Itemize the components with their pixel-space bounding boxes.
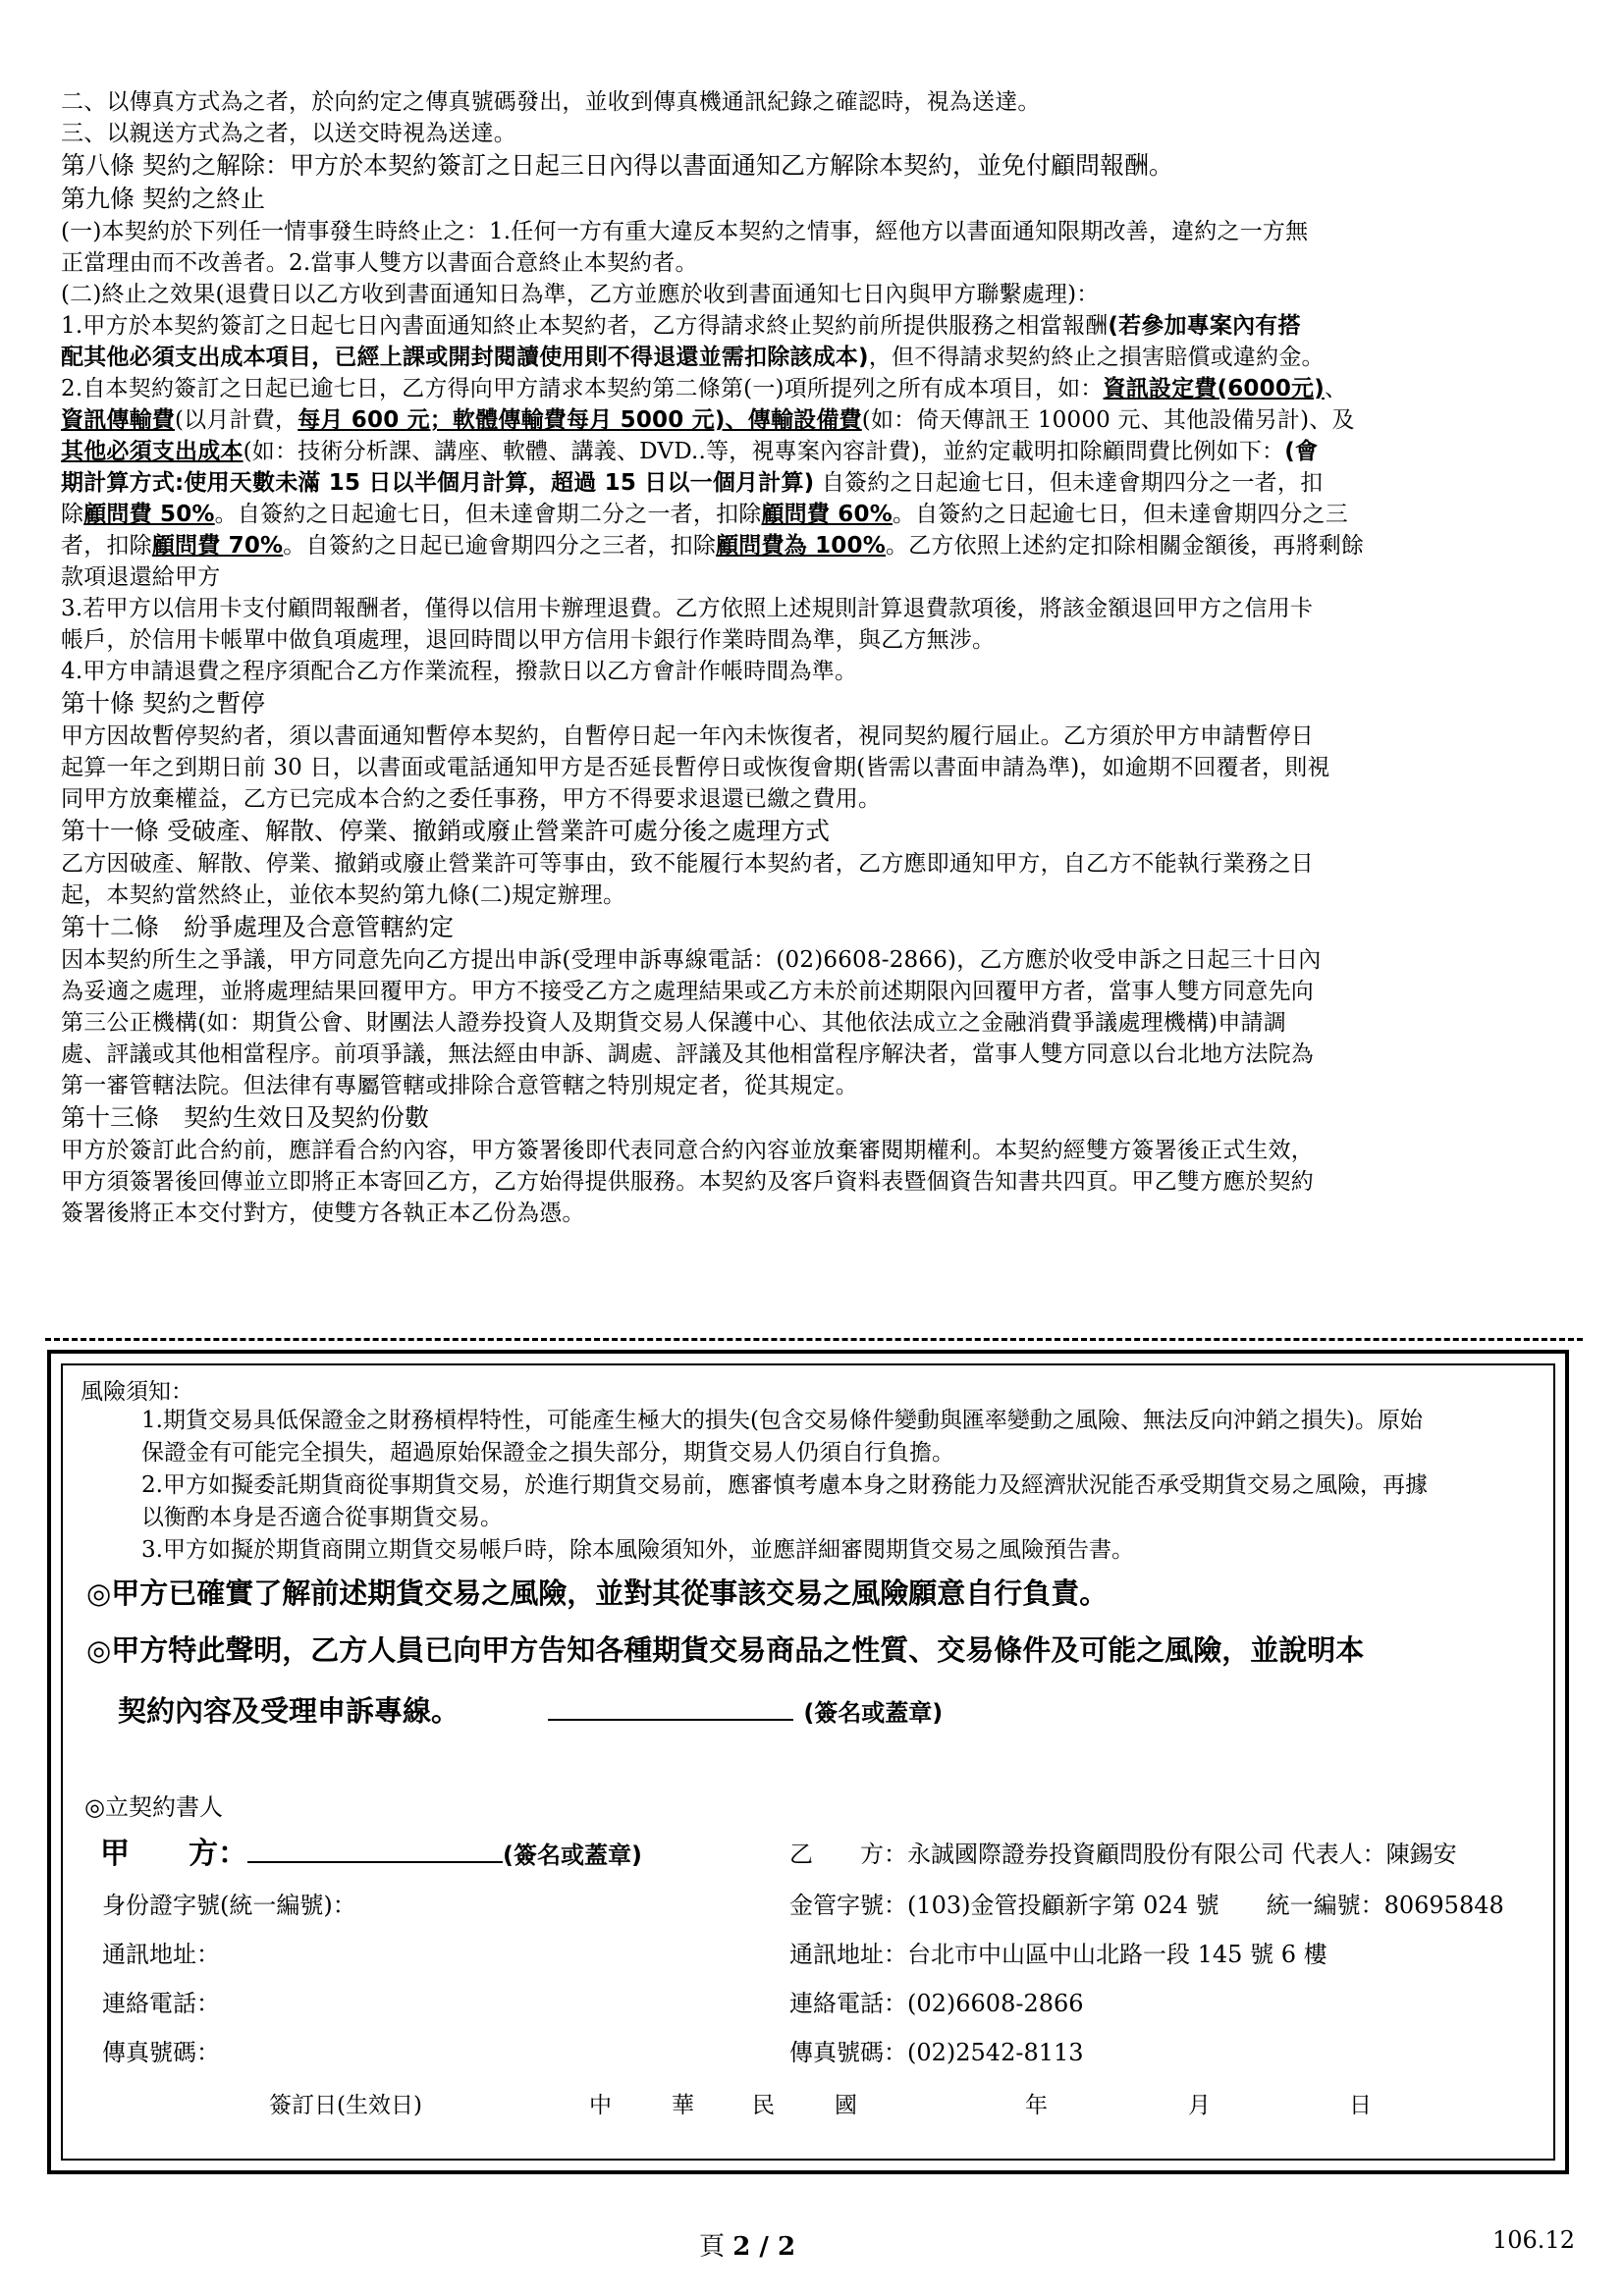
body-line: 二、以傳真方式為之者，於向約定之傳真號碼發出，並收到傳真機通訊紀錄之確認時，視為送達。 xyxy=(61,89,1041,115)
bold-span: 顧問費 70% xyxy=(151,533,284,559)
body-line: 處、評議或其他相當程序。前項爭議，無法經由申訴、調處、評議及其他相當程序解決者，當事人雙方同意以台北地方法院為 xyxy=(61,1041,1314,1067)
risk-title: 風險須知： xyxy=(81,1379,193,1405)
party-a-address: 通訊地址： xyxy=(102,1941,220,1968)
text-span: (以月計費， xyxy=(175,407,298,433)
bold-span: 顧問費 60% xyxy=(761,502,893,527)
body-line xyxy=(61,499,1563,530)
risk-item: 保證金有可能完全損失，超過原始保證金之損失部分，期貨交易人仍須自行負擔。 xyxy=(141,1440,954,1466)
body-line xyxy=(61,467,1563,499)
party-b-phone: 連絡電話：(02)6608-2866 xyxy=(789,1990,1084,2017)
party-a-sign-note: (簽名或蓋章) xyxy=(503,1842,642,1869)
body-line: (二)終止之效果(退費日以乙方收到書面通知日為準，乙方並應於收到書面通知七日內與甲方聯繫處理)： xyxy=(61,282,1100,307)
bold-span: 期計算方式:使用天數未滿 15 日以半個月計算，超過 15 日以一個月計算) xyxy=(61,470,815,496)
article-9-title: 第九條 契約之終止 xyxy=(61,185,265,213)
date-char: 國 xyxy=(835,2093,857,2118)
text-span: (如：技術分析課、講座、軟體、講義、DVD..等，視專案內容計費)，並約定載明扣除顧問費比例如下： xyxy=(243,439,1285,464)
date-char: 華 xyxy=(672,2093,694,2118)
bold-span: 資訊設定費(6000元) xyxy=(1103,376,1325,401)
article-12-title: 第十二條 紛爭處理及合意管轄約定 xyxy=(61,913,455,941)
body-line: 款項退還給甲方 xyxy=(61,564,221,590)
article-11-title: 第十一條 受破產、解散、停業、撤銷或廢止營業許可處分後之處理方式 xyxy=(61,817,830,845)
bold-span: (會 xyxy=(1284,439,1319,464)
date-year: 年 xyxy=(1025,2093,1048,2118)
body-line: 乙方因破產、解散、停業、撤銷或廢止營業許可等事由，致不能履行本契約者，乙方應即通知甲方，自乙方不能執行業務之日 xyxy=(61,851,1314,877)
party-b-address: 通訊地址：台北市中山區中山北路一段 145 號 6 樓 xyxy=(789,1941,1327,1968)
body-line xyxy=(61,436,1563,467)
body-line: 為妥適之處理，並將處理結果回覆甲方。甲方不接受乙方之處理結果或乙方未於前述期限內回覆甲方者，當事人雙方同意先向 xyxy=(61,979,1314,1004)
text-span: 、 xyxy=(1324,376,1348,401)
text-span: (如：倚天傳訊王 10000 元、其他設備另計)、及 xyxy=(861,407,1355,433)
party-a-row xyxy=(100,1829,642,1872)
article-13-title: 第十三條 契約生效日及契約份數 xyxy=(61,1103,430,1132)
bold-span: 其他必須支出成本 xyxy=(61,439,244,464)
body-line xyxy=(61,373,1563,404)
date-char: 中 xyxy=(589,2093,612,2118)
body-line: 三、以親送方式為之者，以送交時視為送達。 xyxy=(61,121,516,146)
statement-text: 契約內容及受理申訴專線。 xyxy=(118,1694,460,1728)
body-line: 4.甲方申請退費之程序須配合乙方作業流程，撥款日以乙方會計作帳時間為準。 xyxy=(61,659,858,684)
dashed-divider xyxy=(45,1338,1583,1341)
party-a-fax: 傳真號碼： xyxy=(102,2039,220,2066)
text-span: 。乙方依照上述約定扣除相關金額後，再將剩餘 xyxy=(885,533,1365,559)
risk-signature-line[interactable] xyxy=(548,1695,793,1721)
bold-span: 配其他必須支出成本項目，已經上課或開封閱讀使用則不得退還並需扣除該成本) xyxy=(61,345,869,370)
date-day: 日 xyxy=(1349,2093,1372,2118)
body-line: 帳戶，於信用卡帳單中做負項處理，退回時間以甲方信用卡銀行作業時間為準，與乙方無涉。 xyxy=(61,627,996,653)
party-b-fax: 傳真號碼：(02)2542-8113 xyxy=(789,2039,1084,2066)
body-line: 起算一年之到期日前 30 日，以書面或電話通知甲方是否延長暫停日或恢復會期(皆需以書面申請為準)，如逾期不回覆者，則視 xyxy=(61,755,1330,780)
sign-note: (簽名或蓋章) xyxy=(803,1699,944,1727)
risk-item: 1.期貨交易具低保證金之財務槓桿特性，可能產生極大的損失(包含交易條件變動與匯率變動之風險、無法反向沖銷之損失)。原始 xyxy=(141,1408,1423,1433)
party-b-name: 乙 方：永誠國際證券投資顧問股份有限公司 代表人：陳錫安 xyxy=(789,1841,1457,1868)
party-a-phone: 連絡電話： xyxy=(102,1990,220,2017)
risk-notice-box xyxy=(47,1350,1569,2174)
parties-heading: ◎立契約書人 xyxy=(84,1793,223,1821)
party-a-signature-line[interactable] xyxy=(247,1838,503,1863)
body-line: 簽署後將正本交付對方，使雙方各執正本乙份為憑。 xyxy=(61,1201,585,1226)
body-line: 第一審管轄法院。但法律有專屬管轄或排除合意管轄之特別規定者，從其規定。 xyxy=(61,1073,858,1098)
body-line xyxy=(61,404,1563,436)
body-line: 甲方須簽署後回傳並立即將正本寄回乙方，乙方始得提供服務。本契約及客戶資料表暨個資告知書共四頁。甲乙雙方應於契約 xyxy=(61,1169,1314,1195)
text-span: 1.甲方於本契約簽訂之日起七日內書面通知終止本契約者，乙方得請求終止契約前所提供服務之相當報酬 xyxy=(61,313,1109,339)
risk-statement: ◎甲方已確實了解前述期貨交易之風險，並對其從事該交易之風險願意自行負責。 xyxy=(86,1576,1109,1610)
body-line xyxy=(61,342,1563,373)
text-span: 自簽約之日起逾七日，但未達會期四分之一者，扣 xyxy=(814,470,1324,496)
body-line: (一)本契約於下列任一情事發生時終止之：1.任何一方有重大違反本契約之情事，經他方以書面通知限期改善，違約之一方無 xyxy=(61,219,1309,244)
risk-item: 2.甲方如擬委託期貨商從事期貨交易，於進行期貨交易前，應審慎考慮本身之財務能力及經濟狀況能否承受期貨交易之風險，再據 xyxy=(141,1472,1428,1498)
text-span: 。自簽約之日起逾七日，但未達會期二分之一者，扣除 xyxy=(214,502,762,527)
risk-statement: ◎甲方特此聲明，乙方人員已向甲方告知各種期貨交易商品之性質、交易條件及可能之風險，並說明本 xyxy=(86,1633,1365,1667)
bold-span: 顧問費 50% xyxy=(83,502,215,527)
party-b-license: 金管字號：(103)金管投顧新字第 024 號 統一編號：80695848 xyxy=(789,1892,1504,1919)
date-month: 月 xyxy=(1188,2093,1211,2118)
body-line: 同甲方放棄權益，乙方已完成本合約之委任事務，甲方不得要求退還已繳之費用。 xyxy=(61,786,882,812)
body-line: 第三公正機構(如：期貨公會、財團法人證券投資人及期貨交易人保護中心、其他依法成立之金融消費爭議處理機構)申請調 xyxy=(61,1010,1286,1036)
text-span: ，但不得請求契約終止之損害賠償或違約金。 xyxy=(868,345,1325,370)
sign-date-label: 簽訂日(生效日) xyxy=(269,2093,422,2118)
article-10-title: 第十條 契約之暫停 xyxy=(61,689,265,718)
text-span: 除 xyxy=(61,502,84,527)
text-span: 者，扣除 xyxy=(61,533,152,559)
contract-body xyxy=(61,86,1563,1229)
risk-item: 3.甲方如擬於期貨商開立期貨交易帳戶時，除本風險須知外，並應詳細審閱期貨交易之風險預告書。 xyxy=(141,1537,1134,1563)
risk-statement xyxy=(118,1689,943,1730)
party-a-label: 甲 方： xyxy=(100,1837,247,1871)
date-char: 民 xyxy=(752,2093,775,2118)
bold-span: (若參加專案內有搭 xyxy=(1108,313,1301,339)
text-span: 2.自本契約簽訂之日起已逾七日，乙方得向甲方請求本契約第二條第(一)項所提列之所有成本項目，如： xyxy=(61,376,1104,401)
body-line: 甲方因故暫停契約者，須以書面通知暫停本契約，自暫停日起一年內未恢復者，視同契約履行屆止。乙方須於甲方申請暫停日 xyxy=(61,723,1314,749)
body-line xyxy=(61,530,1563,561)
body-line xyxy=(61,310,1563,342)
page-number: 2 / 2 xyxy=(732,2232,796,2262)
page-indicator xyxy=(699,2226,795,2263)
text-span: 。自簽約之日起已逾會期四分之三者，扣除 xyxy=(283,533,717,559)
version-code: 106.12 xyxy=(1492,2226,1575,2254)
body-line: 3.若甲方以信用卡支付顧問報酬者，僅得以信用卡辦理退費。乙方依照上述規則計算退費款項後，將該金額退回甲方之信用卡 xyxy=(61,596,1314,621)
page-label: 頁 xyxy=(699,2232,726,2262)
text-span: 。自簽約之日起逾七日，但未達會期四分之三 xyxy=(892,502,1348,527)
body-line: 正當理由而不改善者。2.當事人雙方以書面合意終止本契約者。 xyxy=(61,250,698,276)
bold-span: 資訊傳輸費 xyxy=(61,407,175,433)
bold-span: 每月 600 元；軟體傳輸費每月 5000 元)、傳輸設備費 xyxy=(298,407,862,433)
body-line: 甲方於簽訂此合約前，應詳看合約內容，甲方簽署後即代表同意合約內容並放棄審閱期權利。本契約經雙方簽署後正式生效， xyxy=(61,1138,1314,1163)
bold-span: 顧問費為 100% xyxy=(716,533,886,559)
party-a-id: 身份證字號(統一編號)： xyxy=(102,1892,356,1919)
body-line: 起，本契約當然終止，並依本契約第九條(二)規定辦理。 xyxy=(61,882,626,908)
risk-inner-frame xyxy=(61,1363,1555,2161)
article-8: 第八條 契約之解除：甲方於本契約簽訂之日起三日內得以書面通知乙方解除本契約，並免付顧問報酬。 xyxy=(61,151,1173,180)
risk-item: 以衡酌本身是否適合從事期貨交易。 xyxy=(141,1505,503,1530)
body-line: 因本契約所生之爭議，甲方同意先向乙方提出申訴(受理申訴專線電話：(02)6608-2866)，乙方應於收受申訴之日起三十日內 xyxy=(61,947,1322,973)
